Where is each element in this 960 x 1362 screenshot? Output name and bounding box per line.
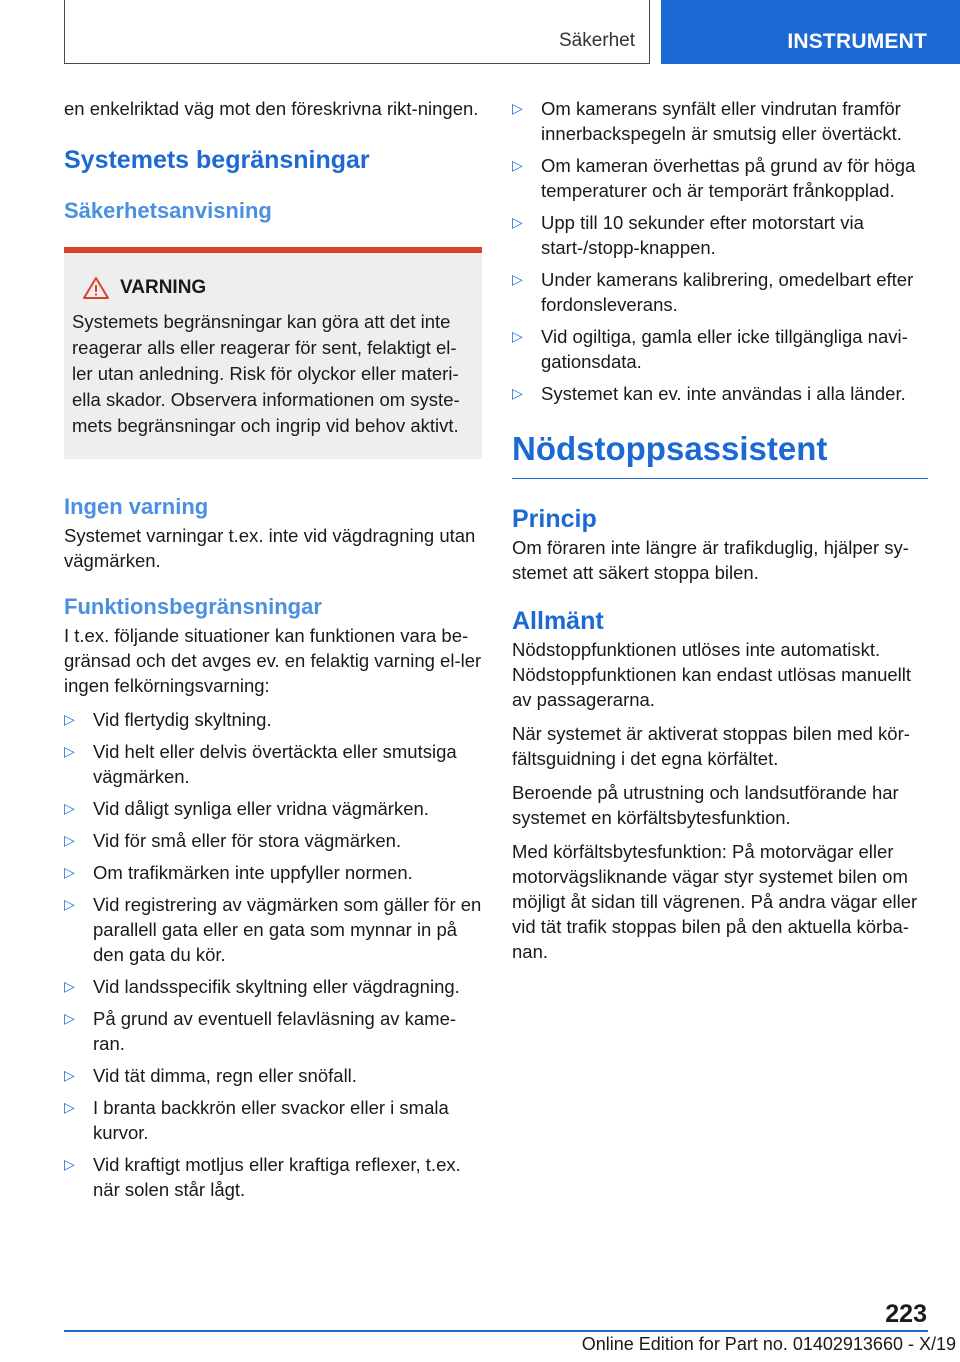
page-number: 223: [885, 1300, 927, 1328]
triangle-bullet-icon: ▷: [512, 100, 523, 116]
warning-triangle-icon: [82, 276, 110, 300]
list-item: ▷ Vid ogiltiga, gamla eller icke tillgängliga navi-gationsdata.: [512, 326, 908, 372]
right-column: [512, 96, 928, 973]
triangle-bullet-icon: ▷: [512, 214, 523, 230]
triangle-bullet-icon: ▷: [64, 743, 75, 759]
triangle-bullet-icon: ▷: [64, 864, 75, 880]
list-item: ▷ Vid helt eller delvis övertäckta eller smutsiga vägmärken.: [64, 741, 457, 787]
list-item: ▷ Vid kraftigt motljus eller kraftiga reflexer, t.ex. när solen står lågt.: [64, 1154, 461, 1200]
list-item: ▷ Om kamerans synfält eller vindrutan framför innerbackspegeln är smutsig eller övertäckt.: [512, 98, 902, 144]
triangle-bullet-icon: ▷: [512, 385, 523, 401]
list-item: ▷ Vid tät dimma, regn eller snöfall.: [64, 1065, 357, 1086]
triangle-bullet-icon: ▷: [64, 1067, 75, 1083]
heading-general: Allmänt: [512, 607, 604, 635]
heading-function-limits: Funktionsbegränsningar: [64, 594, 322, 619]
triangle-bullet-icon: ▷: [64, 1156, 75, 1172]
list-item: ▷ På grund av eventuell felavläsning av kame-ran.: [64, 1008, 457, 1054]
chapter-label: INSTRUMENT: [787, 30, 927, 53]
list-item: ▷ Om kameran överhettas på grund av för höga temperaturer och är temporärt frånkopplad.: [512, 155, 916, 201]
triangle-bullet-icon: ▷: [64, 896, 75, 912]
warning-text: Systemets begränsningar kan göra att det inte reagerar alls eller reagerar för sent, felaktigt el-ler utan anledning. Risk för olyckor eller materi-ella skador. Observera informationen om syste-mets begränsningar och ingrip vid behov aktivt.: [72, 311, 460, 436]
principle-text: Om föraren inte längre är trafikduglig, hjälper sy-stemet att säkert stoppa bilen.: [512, 537, 909, 583]
list-item: ▷ Upp till 10 sekunder efter motorstart via start-/stopp-knappen.: [512, 212, 864, 258]
list-item: ▷ Om trafikmärken inte uppfyller normen.: [64, 862, 413, 883]
footer-divider: [64, 1330, 928, 1332]
intro-text: en enkelriktad väg mot den föreskrivna rikt-ningen.: [64, 98, 479, 119]
triangle-bullet-icon: ▷: [512, 271, 523, 287]
heading-emergency-stop-assistant: Nödstoppsassistent: [512, 428, 928, 479]
triangle-bullet-icon: ▷: [64, 978, 75, 994]
warning-title: VARNING: [120, 277, 207, 298]
general-paragraph-4: Med körfältsbytesfunktion: På motorvägar eller motorvägsliknande vägar styr systemet bilen om möjligt åt sidan till vägrenen. På andra vägar eller vid tät trafik stoppas bilen på den aktuella körba-nan.: [512, 841, 918, 962]
list-item: ▷ Vid registrering av vägmärken som gäller för en parallell gata eller en gata som mynnar in på den gata du kör.: [64, 894, 482, 965]
left-column: [64, 96, 482, 1209]
list-item: ▷ Vid flertydig skyltning.: [64, 709, 272, 730]
list-item: ▷ Systemet kan ev. inte användas i alla länder.: [512, 383, 906, 404]
triangle-bullet-icon: ▷: [64, 832, 75, 848]
triangle-bullet-icon: ▷: [64, 800, 75, 816]
continued-list: [512, 96, 928, 406]
list-item: ▷ Vid landsspecifik skyltning eller vägdragning.: [64, 976, 460, 997]
no-warning-text: Systemet varningar t.ex. inte vid vägdragning utan vägmärken.: [64, 525, 476, 571]
warning-box: [64, 247, 482, 459]
triangle-bullet-icon: ▷: [64, 711, 75, 727]
function-limits-list: [64, 707, 482, 1202]
footer-edition: Online Edition for Part no. 01402913660 - X/19: [581, 1334, 956, 1354]
list-item: ▷ Vid dåligt synliga eller vridna vägmärken.: [64, 798, 429, 819]
list-item: ▷ Under kamerans kalibrering, omedelbart efter fordonsleverans.: [512, 269, 914, 315]
heading-safety-notice: Säkerhetsanvisning: [64, 198, 272, 223]
heading-no-warning: Ingen varning: [64, 494, 209, 519]
triangle-bullet-icon: ▷: [512, 157, 523, 173]
section-label: Säkerhet: [558, 30, 635, 51]
warning-header: [72, 275, 472, 301]
triangle-bullet-icon: ▷: [512, 328, 523, 344]
general-paragraph-2: När systemet är aktiverat stoppas bilen med kör-fältsguidning i det egna körfältet.: [512, 723, 910, 769]
heading-system-limits: Systemets begränsningar: [64, 146, 370, 174]
heading-principle: Princip: [512, 505, 597, 533]
header-section-box: [64, 0, 650, 64]
general-paragraph-1: Nödstoppfunktionen utlöses inte automatiskt. Nödstoppfunktionen kan endast utlösas manuellt av passagerarna.: [512, 639, 912, 710]
triangle-bullet-icon: ▷: [64, 1099, 75, 1115]
list-item: ▷ Vid för små eller för stora vägmärken.: [64, 830, 402, 851]
header-chapter-tab[interactable]: [661, 0, 960, 64]
triangle-bullet-icon: ▷: [64, 1010, 75, 1026]
general-paragraph-3: Beroende på utrustning och landsutförande har systemet en körfältsbytesfunktion.: [512, 782, 899, 828]
function-limits-text: I t.ex. följande situationer kan funktionen vara be-gränsad och det avges ev. en felaktig varning el-ler ingen felkörningsvarning:: [64, 625, 482, 696]
list-item: ▷ I branta backkrön eller svackor eller i smala kurvor.: [64, 1097, 449, 1143]
